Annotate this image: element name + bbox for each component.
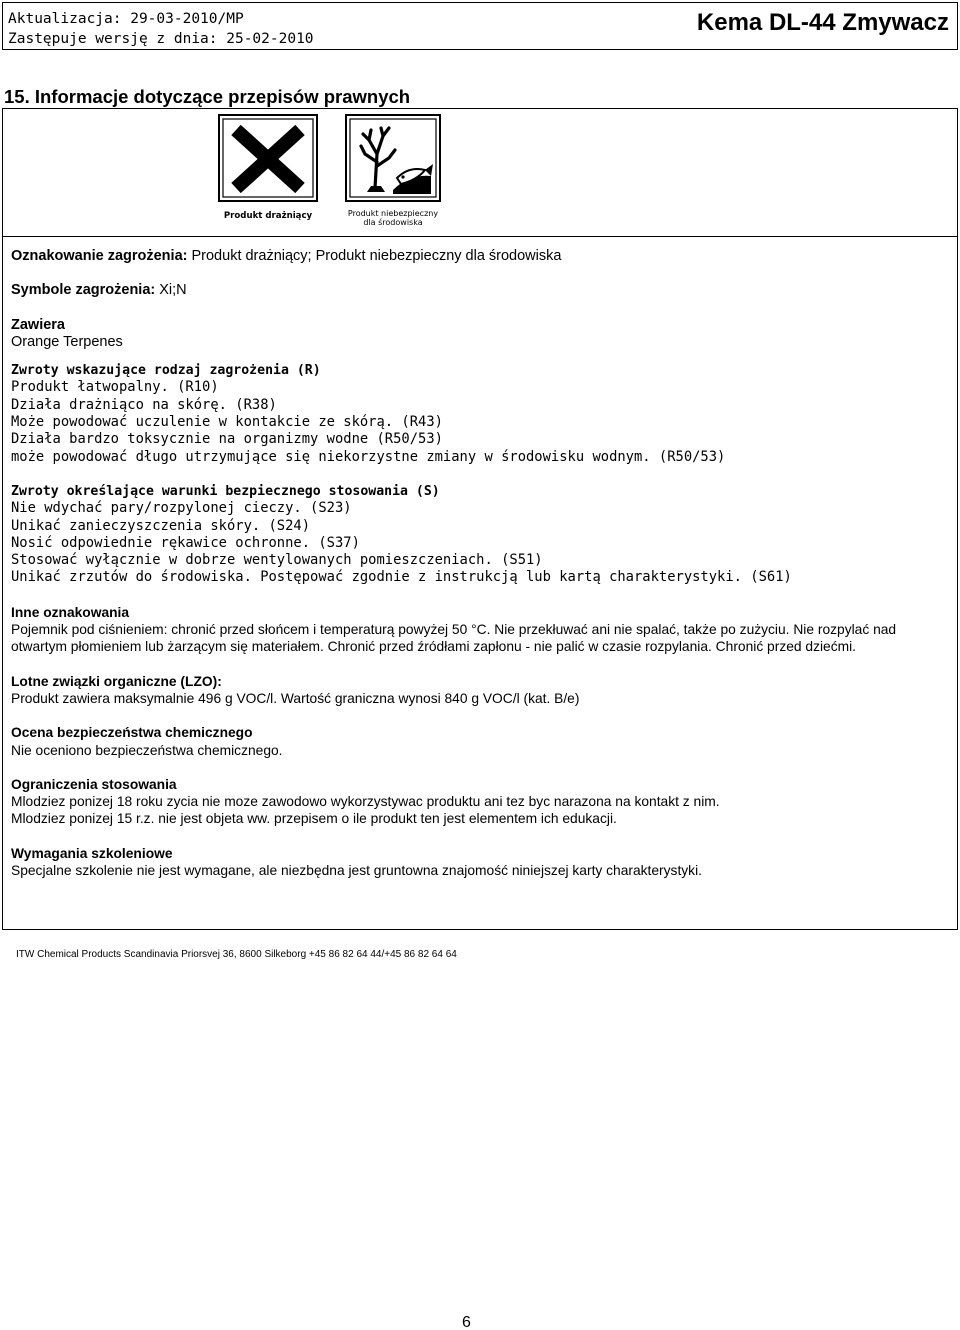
risk-phrase: Działa drażniąco na skórę. (R38) bbox=[11, 396, 277, 413]
voc-text: Produkt zawiera maksymalnie 496 g VOC/l. Wartość graniczna wynosi 840 g VOC/l (kat. B/e) bbox=[11, 690, 580, 706]
training-section bbox=[11, 845, 946, 880]
product-title: Kema DL-44 Zmywacz bbox=[696, 9, 949, 36]
environment-dead-tree-fish-icon bbox=[345, 114, 441, 227]
safety-phrases-heading: Zwroty określające warunki bezpiecznego stosowania (S) bbox=[11, 483, 440, 499]
other-labeling-section bbox=[11, 604, 946, 656]
frame-divider bbox=[2, 236, 958, 237]
company-footer: ITW Chemical Products Scandinavia Priorsvej 36, 8600 Silkeborg +45 86 82 64 44/+45 86 82 64 64 bbox=[16, 949, 457, 960]
other-labeling-heading: Inne oznakowania bbox=[11, 604, 130, 620]
update-date: Aktualizacja: 29-03-2010/MP bbox=[8, 11, 244, 27]
training-heading: Wymagania szkoleniowe bbox=[11, 845, 173, 861]
contains-heading: Zawiera bbox=[11, 316, 65, 333]
safety-phrase: Unikać zrzutów do środowiska. Postępować zgodnie z instrukcją lub kartą charakterystyki. (S61) bbox=[11, 569, 792, 586]
document-header bbox=[2, 2, 958, 50]
regulatory-content bbox=[11, 248, 946, 879]
other-labeling-text: Pojemnik pod ciśnieniem: chronić przed słońcem i temperaturą powyżej 50 °C. Nie przekłuwać ani nie spalać, także po zużyciu. Nie rozpylać nad otwartym płomieniem lub żarzącym się materiałem. Chronić przed źródłami zapłonu - nie palić w czasie rozpylania. Chronić przed dziećmi. bbox=[11, 622, 897, 655]
irritant-label: Produkt drażniący bbox=[223, 211, 313, 221]
chemical-safety-heading: Ocena bezpieczeństwa chemicznego bbox=[11, 725, 253, 741]
restrictions-heading: Ograniczenia stosowania bbox=[11, 776, 177, 792]
voc-section bbox=[11, 673, 946, 708]
risk-phrases-list bbox=[11, 379, 946, 465]
hazard-symbols-row bbox=[11, 282, 946, 299]
restrictions-section bbox=[11, 776, 946, 828]
frame-divider bbox=[2, 929, 958, 930]
replaces-date: Zastępuje wersję z dnia: 25-02-2010 bbox=[8, 31, 314, 47]
safety-phrases-list bbox=[11, 500, 946, 586]
environment-label: Produkt niebezpieczny dla środowiska bbox=[347, 209, 439, 227]
page-number: 6 bbox=[462, 1314, 471, 1330]
risk-phrase: Działa bardzo toksycznie na organizmy wodne (R50/53) bbox=[11, 431, 443, 448]
hazard-symbols-value: Xi;N bbox=[155, 282, 187, 299]
training-text: Specjalne szkolenie nie jest wymagane, ale niezbędna jest gruntowna znajomość niniejszej karty charakterystyki. bbox=[11, 863, 702, 879]
safety-phrase: Nie wdychać pary/rozpylonej cieczy. (S23) bbox=[11, 500, 352, 517]
risk-phrases-heading: Zwroty wskazujące rodzaj zagrożenia (R) bbox=[11, 363, 321, 379]
section-title: 15. Informacje dotyczące przepisów prawnych bbox=[4, 86, 411, 107]
risk-phrase: Produkt łatwopalny. (R10) bbox=[11, 379, 219, 396]
voc-heading: Lotne związki organiczne (LZO): bbox=[11, 673, 222, 689]
hazard-labeling-row bbox=[11, 248, 946, 265]
hazard-labeling-label: Oznakowanie zagrożenia: bbox=[11, 248, 188, 264]
header-dates bbox=[8, 9, 314, 49]
safety-phrase: Unikać zanieczyszczenia skóry. (S24) bbox=[11, 517, 311, 534]
contains-value: Orange Terpenes bbox=[11, 333, 123, 350]
risk-phrase: Może powodować uczulenie w kontakcie ze skórą. (R43) bbox=[11, 414, 443, 431]
restriction-line: Mlodziez ponizej 15 r.z. nie jest objeta ww. przepisem o ile produkt ten jest elementem ich edukacji. bbox=[11, 811, 617, 827]
hazard-symbols-label: Symbole zagrożenia: bbox=[11, 282, 156, 299]
irritant-x-icon bbox=[218, 114, 318, 221]
chemical-safety-text: Nie oceniono bezpieczeństwa chemicznego. bbox=[11, 742, 283, 758]
chemical-safety-section bbox=[11, 724, 946, 759]
hazard-pictograms bbox=[218, 114, 448, 226]
safety-phrase: Nosić odpowiednie rękawice ochronne. (S37) bbox=[11, 534, 360, 551]
risk-phrase: może powodować długo utrzymujące się niekorzystne zmiany w środowisku wodnym. (R50/53) bbox=[11, 448, 726, 465]
restriction-line: Mlodziez ponizej 18 roku zycia nie moze zawodowo wykorzystywac produktu ani tez byc narazona na kontakt z nim. bbox=[11, 794, 720, 810]
safety-phrase: Stosować wyłącznie w dobrze wentylowanych pomieszczeniach. (S51) bbox=[11, 552, 543, 569]
hazard-labeling-value: Produkt drażniący; Produkt niebezpieczny dla środowiska bbox=[187, 248, 562, 264]
